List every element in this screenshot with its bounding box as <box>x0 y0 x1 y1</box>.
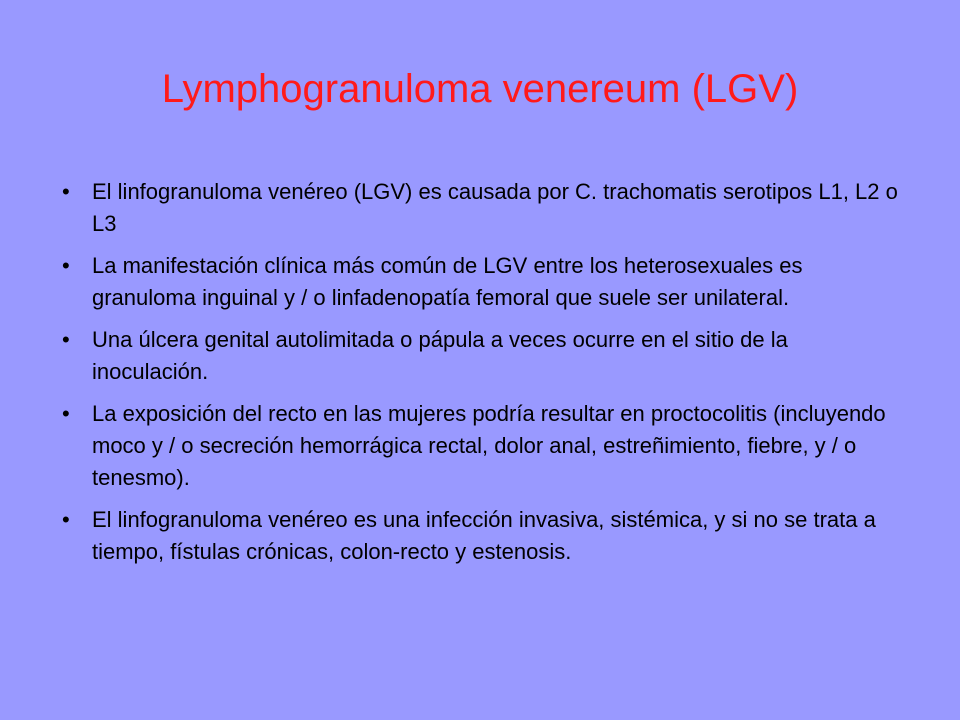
bullet-item-1 <box>62 176 902 240</box>
bullet-text: La manifestación clínica más común de LGV entre los heterosexuales es granuloma inguinal y / o linfadenopatía femoral que suele ser unilateral. <box>92 253 803 310</box>
bullet-dot-icon: • <box>62 253 70 278</box>
bullet-item-5 <box>62 504 902 568</box>
bullet-item-2 <box>62 250 902 314</box>
bullet-item-3 <box>62 324 902 388</box>
bullet-text: Una úlcera genital autolimitada o pápula a veces ocurre en el sitio de la inoculación. <box>92 327 788 384</box>
bullet-dot-icon: • <box>62 327 70 352</box>
bullet-text: El linfogranuloma venéreo (LGV) es causada por C. trachomatis serotipos L1, L2 o L3 <box>92 179 898 236</box>
bullet-dot-icon: • <box>62 179 70 204</box>
bullet-list <box>62 176 902 578</box>
bullet-text: La exposición del recto en las mujeres podría resultar en proctocolitis (incluyendo moco y / o secreción hemorrágica rectal, dolor anal, estreñimiento, fiebre, y / o tenesmo). <box>92 401 886 490</box>
bullet-dot-icon: • <box>62 401 70 426</box>
bullet-dot-icon: • <box>62 507 70 532</box>
slide-title: Lymphogranuloma venereum (LGV) <box>161 67 799 111</box>
bullet-text: El linfogranuloma venéreo es una infección invasiva, sistémica, y si no se trata a tiempo, fístulas crónicas, colon-recto y estenosis. <box>92 507 876 564</box>
bullet-item-4 <box>62 398 902 494</box>
